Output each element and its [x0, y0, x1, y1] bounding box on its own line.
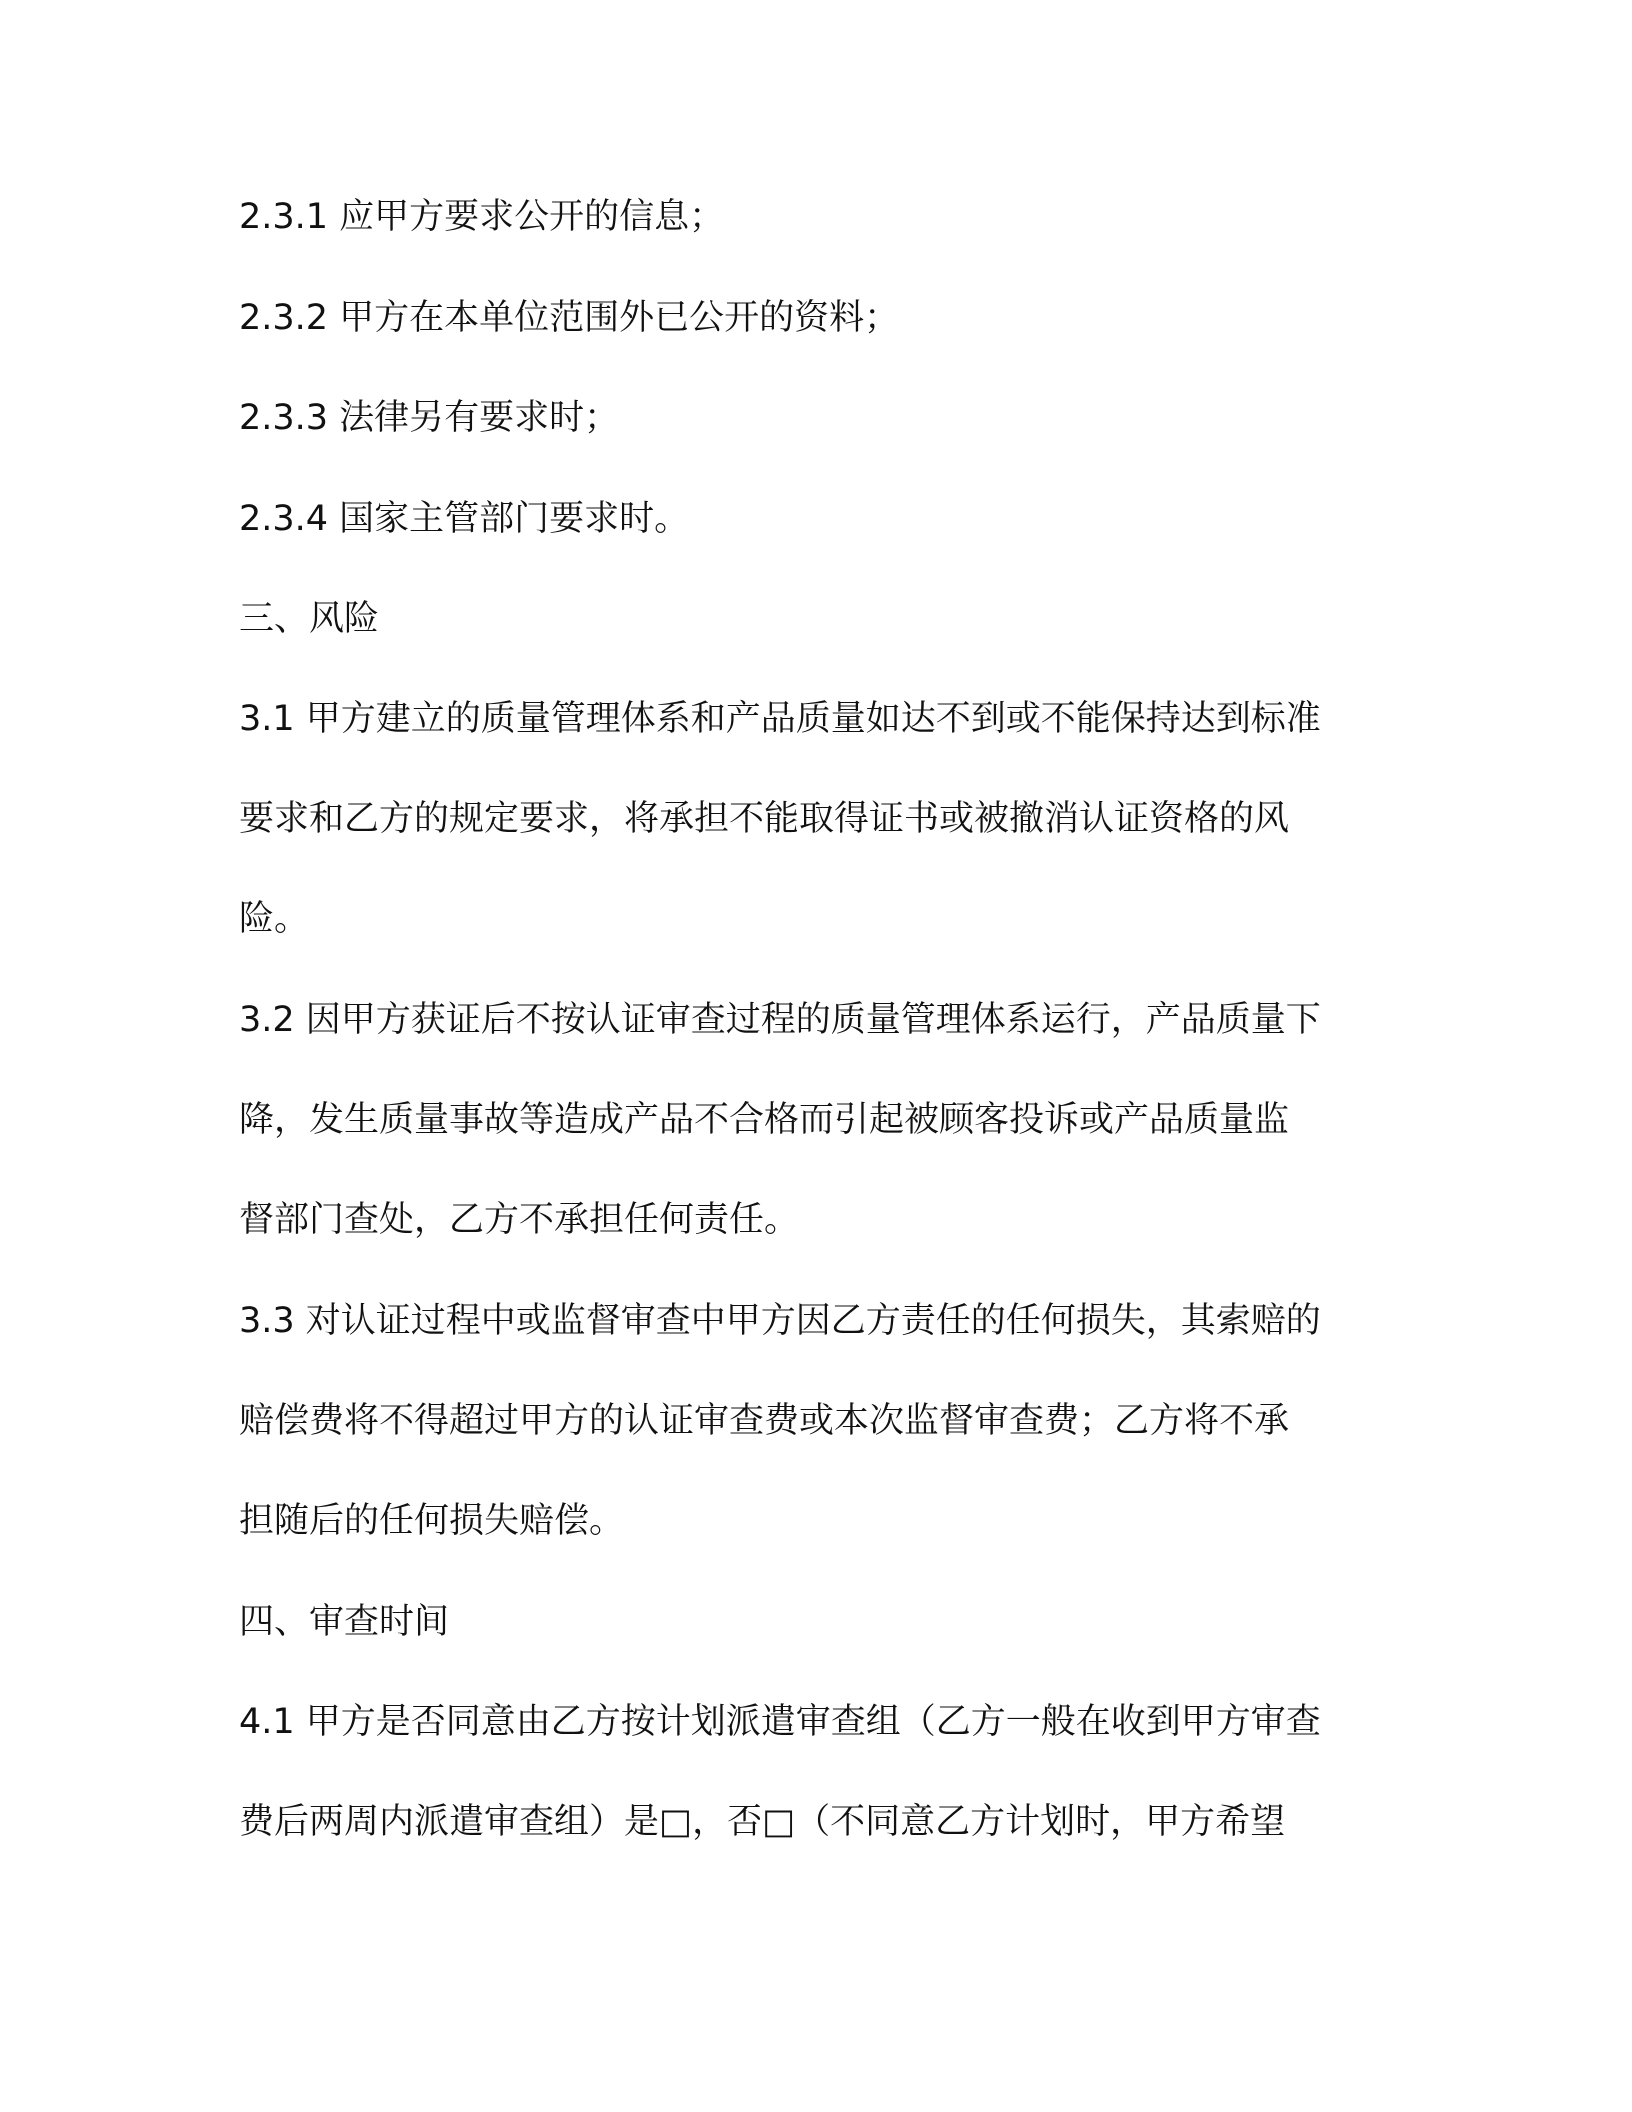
- clause-3-2-line-2: 降，发生质量事故等造成产品不合格而引起被顾客投诉或产品质量监: [239, 1100, 1290, 1140]
- clause-2-3-2: 2.3.2 甲方在本单位范围外已公开的资料；: [239, 298, 900, 338]
- clause-4-1-line-2: 费后两周内派遣审查组）是□，否□（不同意乙方计划时，甲方希望: [239, 1802, 1286, 1842]
- clause-3-3-line-3: 担随后的任何损失赔偿。: [239, 1501, 625, 1541]
- clause-2-3-1: 2.3.1 应甲方要求公开的信息；: [239, 197, 725, 237]
- section-heading-review-time: 四、审查时间: [239, 1602, 450, 1642]
- clause-2-3-4: 2.3.4 国家主管部门要求时。: [239, 499, 690, 539]
- clause-3-2-line-1: 3.2 因甲方获证后不按认证审查过程的质量管理体系运行，产品质量下: [239, 1000, 1321, 1040]
- section-heading-risk: 三、风险: [239, 599, 380, 639]
- clause-3-1-line-1: 3.1 甲方建立的质量管理体系和产品质量如达不到或不能保持达到标准: [239, 699, 1321, 739]
- clause-3-3-line-2: 赔偿费将不得超过甲方的认证审查费或本次监督审查费；乙方将不承: [239, 1401, 1290, 1441]
- clause-4-1-line-1: 4.1 甲方是否同意由乙方按计划派遣审查组（乙方一般在收到甲方审查: [239, 1702, 1321, 1742]
- clause-2-3-3: 2.3.3 法律另有要求时；: [239, 398, 620, 438]
- clause-3-2-line-3: 督部门查处，乙方不承担任何责任。: [239, 1200, 800, 1240]
- clause-3-1-line-2: 要求和乙方的规定要求，将承担不能取得证书或被撤消认证资格的风: [239, 799, 1290, 839]
- clause-3-1-line-3: 险。: [239, 899, 310, 939]
- clause-3-3-line-1: 3.3 对认证过程中或监督审查中甲方因乙方责任的任何损失，其索赔的: [239, 1301, 1321, 1341]
